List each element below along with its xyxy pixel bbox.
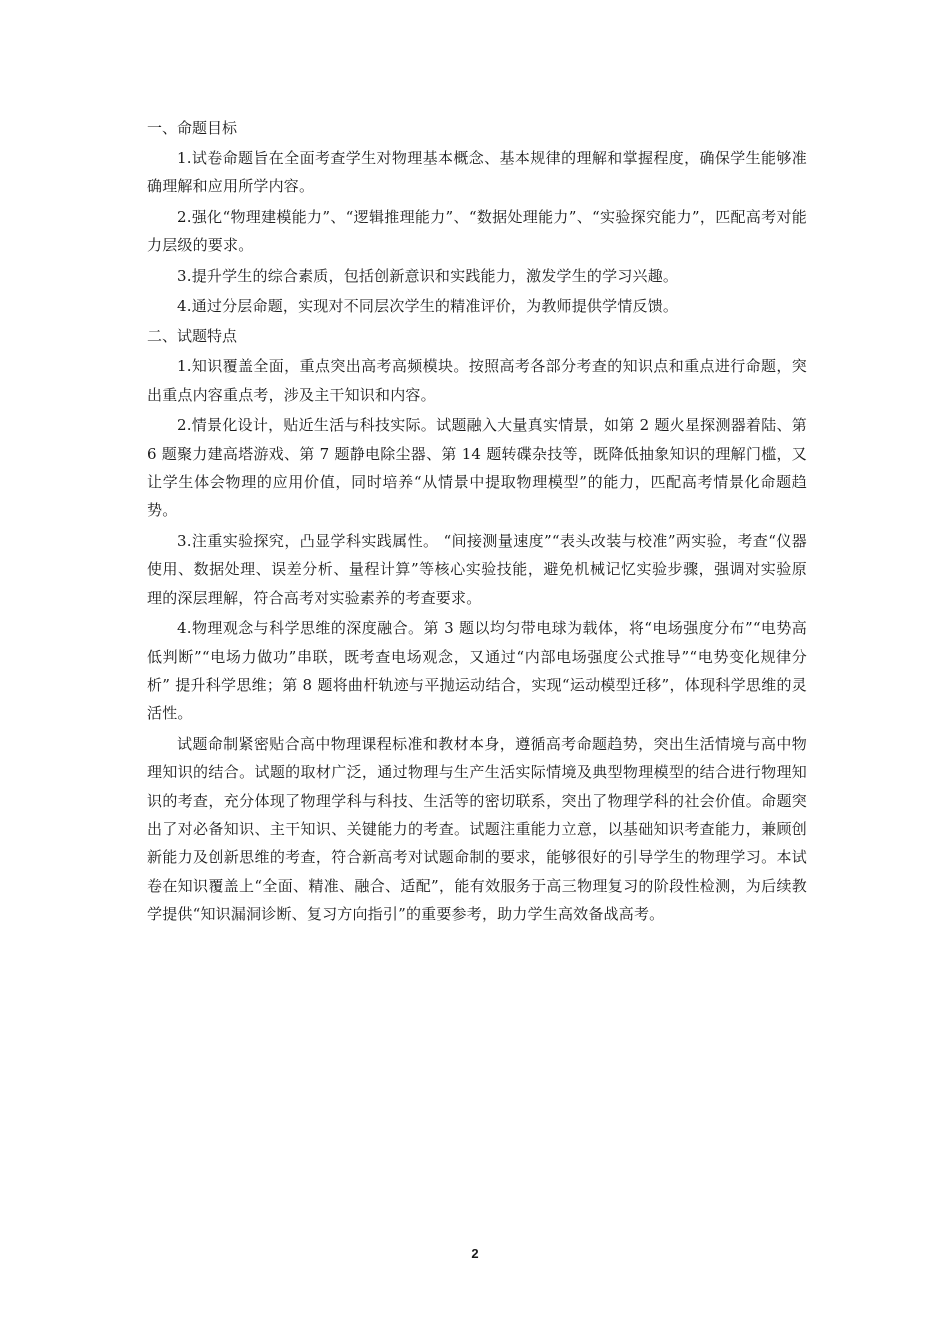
goal-paragraph-1: 1.试卷命题旨在全面考查学生对物理基本概念、基本规律的理解和掌握程度，确保学生能够准确理解和应用所学内容。 <box>147 149 807 196</box>
goal-paragraph-2: 2.强化“物理建模能力”、“逻辑推理能力”、“数据处理能力”、“实验探究能力”，匹配高考对能力层级的要求。 <box>147 207 807 255</box>
goal-paragraph-3: 3.提升学生的综合素质，包括创新意识和实践能力，激发学生的学习兴趣。 <box>177 266 679 285</box>
summary-paragraph: 试题命制紧密贴合高中物理课程标准和教材本身，遵循高考命题趋势，突出生活情境与高中物理知识的结合。试题的取材广泛，通过物理与生产生活实际情境及典型物理模型的结合进行物理知识的考查，充分体现了物理学科与科技、生活等的密切联系，突出了物理学科的社会价值。命题突出了对必备知识、主干知识、关键能力的考查。试题注重能力立意，以基础知识考查能力，兼顾创新能力及创新思维的考查，符合新高考对试题命制的要求，能够很好的引导学生的物理学习。本试卷在知识覆盖上“全面、精准、融合、适配”，能有效服务于高三物理复习的阶段性检测，为后续教学提供“知识漏洞诊断、复习方向指引”的重要参考，助力学生高效备战高考。 <box>147 734 807 924</box>
feature-paragraph-3: 3.注重实验探究，凸显学科实践属性。 “间接测量速度”“表头改装与校准”两实验，考查“仪器使用、数据处理、误差分析、量程计算”等核心实验技能，避免机械记忆实验步骤，强调对实验原理的深层理解，符合高考对实验素养的考查要求。 <box>147 531 807 607</box>
section-heading-goals: 一、命题目标 <box>147 119 238 137</box>
page-number: 2 <box>471 1246 479 1261</box>
feature-paragraph-4: 4.物理观念与科学思维的深度融合。第 3 题以均匀带电球为载体，将“电场强度分布”“电势高低判断”“电场力做功”串联，既考查电场观念，又通过“内部电场强度公式推导”“电势变化规律分析” 提升科学思维；第 8 题将曲杆轨迹与平抛运动结合，实现“运动模型迁移”，体现科学思维的灵活性。 <box>147 619 807 723</box>
section-heading-features: 二、试题特点 <box>147 327 238 346</box>
feature-paragraph-1: 1.知识覆盖全面，重点突出高考高频模块。按照高考各部分考查的知识点和重点进行命题，突出重点内容重点考，涉及主干知识和内容。 <box>147 357 807 404</box>
feature-paragraph-2: 2.情景化设计，贴近生活与科技实际。试题融入大量真实情景，如第 2 题火星探测器着陆、第 6 题聚力建高塔游戏、第 7 题静电除尘器、第 14 题转碟杂技等，既降低抽象知识的理解门槛，又让学生体会物理的应用价值，同时培养“从情景中提取物理模型”的能力，匹配高考情景化命题趋势。 <box>147 416 807 520</box>
document-body <box>147 114 807 931</box>
goal-paragraph-4: 4.通过分层命题，实现对不同层次学生的精准评价，为教师提供学情反馈。 <box>177 297 679 316</box>
